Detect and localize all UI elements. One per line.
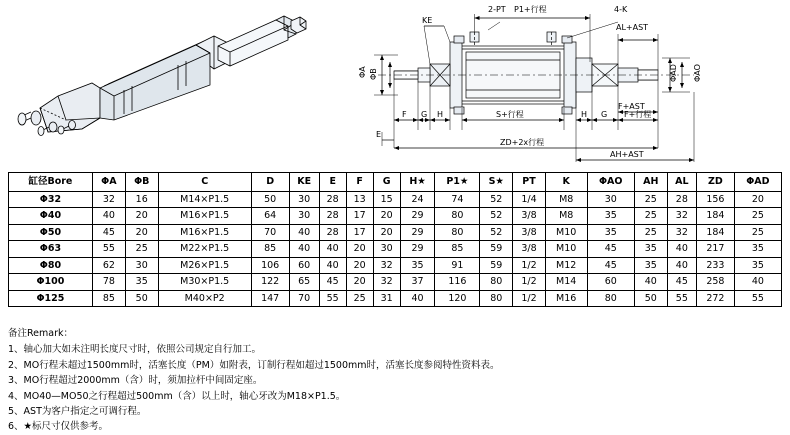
cell: 20 [346,241,373,258]
cell: M26×P1.5 [158,257,251,274]
table-row [9,241,782,258]
th-phi-b: ΦB [125,173,158,192]
cell: M40×P2 [158,290,251,307]
cell: 40 [289,224,319,241]
cell: 45 [587,241,634,258]
cell: 20 [125,224,158,241]
th-pt: PT [513,173,546,192]
remarks-title: 备注Remark： [8,328,74,339]
cell: 55 [319,290,346,307]
label-phi-ao: ΦAO [693,64,702,82]
remark-line-6: 6、★标尺寸仅供参考。 [8,421,109,433]
cell: 50 [251,191,289,208]
cell: 1/2 [513,274,546,291]
th-al: AL [667,173,696,192]
cell: M22×P1.5 [158,241,251,258]
th-c: C [158,173,251,192]
cell: 85 [435,241,480,258]
cell: M30×P1.5 [158,274,251,291]
cell: 40 [734,274,781,291]
label-s-stroke: S+行程 [496,110,524,119]
cell: 258 [697,274,735,291]
cell: 13 [346,191,373,208]
cell: 116 [435,274,480,291]
cell: 32 [667,208,696,225]
cell: 52 [480,224,513,241]
remark-line-4: 4、MO40—MO50之行程超过500mm（含）以上时，轴心牙改为M18×P1.5。 [8,390,346,402]
th-phi-ad: ΦAD [734,173,781,192]
cell: M16×P1.5 [158,224,251,241]
table-header-row [9,173,782,192]
cell-bore: Φ80 [9,257,93,274]
cell: 80 [480,274,513,291]
cell: 70 [289,290,319,307]
cell: 30 [289,191,319,208]
cell: 20 [373,208,400,225]
cell: 30 [373,241,400,258]
cell: 3/8 [513,224,546,241]
cell: 40 [319,241,346,258]
cell: 40 [400,290,435,307]
cell: 30 [587,191,634,208]
cell: 272 [697,290,735,307]
th-zd: ZD [697,173,735,192]
cell: 147 [251,290,289,307]
label-phi-b: ΦB [369,68,378,80]
cell: 106 [251,257,289,274]
cell: 29 [400,241,435,258]
cell: 52 [480,208,513,225]
cell: 32 [373,274,400,291]
cell: 40 [634,274,667,291]
label-zd: ZD+2x行程 [500,138,545,147]
table-row [9,224,782,241]
table-row [9,290,782,307]
th-ke: KE [289,173,319,192]
cell: 1/2 [513,257,546,274]
cell: 64 [251,208,289,225]
cell: 59 [480,257,513,274]
cell: 184 [697,208,735,225]
th-f: F [346,173,373,192]
cell: 30 [125,257,158,274]
cell-bore: Φ100 [9,274,93,291]
cell: 25 [634,208,667,225]
cell: M10 [545,224,587,241]
cell: 15 [373,191,400,208]
label-g-right: G [601,110,608,119]
cell: 122 [251,274,289,291]
cell: 55 [667,290,696,307]
th-phi-a: ΦA [92,173,125,192]
cell-bore: Φ63 [9,241,93,258]
cell: 35 [734,257,781,274]
cell: 50 [125,290,158,307]
cell: 1/4 [513,191,546,208]
cell: 217 [697,241,735,258]
remark-line-3: 3、MO行程超过2000mm（含）时，须加拉杆中间固定座。 [8,375,263,387]
cell: 55 [92,241,125,258]
table-row [9,274,782,291]
cell: 20 [373,224,400,241]
cell: 3/8 [513,208,546,225]
cell: 32 [373,257,400,274]
cell: 25 [346,290,373,307]
cell: 37 [400,274,435,291]
th-g: G [373,173,400,192]
cell: 65 [289,274,319,291]
label-h-left: H [437,110,444,119]
label-g-left: G [421,110,428,119]
cell-bore: Φ32 [9,191,93,208]
cell: M14 [545,274,587,291]
cell: 20 [125,208,158,225]
cell: 17 [346,224,373,241]
cell: 91 [435,257,480,274]
label-f-stroke: F+行程 [624,110,652,119]
cell: 28 [319,191,346,208]
cell: 25 [634,224,667,241]
label-f-left: F [402,110,407,119]
cell: 31 [373,290,400,307]
cell: 40 [319,257,346,274]
cell: 80 [435,208,480,225]
th-k: K [545,173,587,192]
cell: 45 [92,224,125,241]
cell: 17 [346,208,373,225]
cell: 32 [667,224,696,241]
th-phi-ao: ΦAO [587,173,634,192]
cell: 52 [480,191,513,208]
cell: 80 [435,224,480,241]
remark-line-1: 1、轴心加大如未注明长度尺寸时，依照公司规定自行加工。 [8,344,262,356]
cell: 35 [400,257,435,274]
label-2-pt: 2-PT [488,5,506,14]
cell: 85 [251,241,289,258]
cell: 35 [125,274,158,291]
specification-table-wrapper [8,172,782,307]
cell: 20 [734,191,781,208]
cell: M8 [545,208,587,225]
label-e: E [376,130,382,139]
cell-bore: Φ50 [9,224,93,241]
cell: 40 [92,208,125,225]
th-d: D [251,173,289,192]
cell: 40 [667,241,696,258]
cell: 45 [319,274,346,291]
cell: 35 [734,241,781,258]
label-ke: KE [422,16,433,25]
cell: 59 [480,241,513,258]
th-e: E [319,173,346,192]
cell: M12 [545,257,587,274]
cell: 1/2 [513,290,546,307]
cell: 40 [667,257,696,274]
remark-line-5: 5、AST为客户指定之可调行程。 [8,405,147,417]
specification-table [8,172,782,307]
cell: 30 [289,208,319,225]
cylinder-dimension-view [318,0,790,170]
label-f-ast: F+AST [618,102,645,111]
cell: 120 [435,290,480,307]
cell: 74 [435,191,480,208]
cell: M8 [545,191,587,208]
cell: 29 [400,224,435,241]
cell-bore: Φ40 [9,208,93,225]
cell: M14×P1.5 [158,191,251,208]
table-row [9,191,782,208]
cell: 25 [125,241,158,258]
cell: 25 [634,191,667,208]
table-row [9,208,782,225]
cell: 156 [697,191,735,208]
label-phi-ad: ΦAD [669,64,678,82]
cell: M16×P1.5 [158,208,251,225]
cell: 25 [734,224,781,241]
cell: 20 [346,274,373,291]
cell: 40 [289,241,319,258]
cell: 60 [587,274,634,291]
cell: 16 [125,191,158,208]
remark-line-2: 2、MO行程未超过1500mm时，活塞长度（PM）如附表，订制行程如超过1500mm时，活塞长度参阅特性资料表。 [8,359,500,371]
cell: 55 [734,290,781,307]
table-row [9,257,782,274]
cell: 45 [587,257,634,274]
cell: 45 [667,274,696,291]
th-ah: AH [634,173,667,192]
label-4-k: 4-K [614,5,628,14]
label-phi-a: ΦA [358,66,367,78]
label-al-ast: AL+AST [616,23,649,32]
cell: 3/8 [513,241,546,258]
cell: 25 [734,208,781,225]
cell: 50 [634,290,667,307]
cell: 35 [587,224,634,241]
label-h-right: H [581,110,588,119]
label-ah-ast: AH+AST [610,150,644,159]
cell: 32 [92,191,125,208]
cell: 85 [92,290,125,307]
cell: 80 [587,290,634,307]
cell: 70 [251,224,289,241]
cell: 20 [346,257,373,274]
th-h: H★ [400,173,435,192]
cell-bore: Φ125 [9,290,93,307]
cell: 29 [400,208,435,225]
cell: M16 [545,290,587,307]
cell: 28 [319,224,346,241]
label-p1-stroke: P1+行程 [514,5,547,14]
cell: 28 [667,191,696,208]
cell: 80 [480,290,513,307]
th-bore: 缸径Bore [9,173,93,192]
cell: 35 [634,241,667,258]
cell: 184 [697,224,735,241]
cell: M10 [545,241,587,258]
cell: 28 [319,208,346,225]
cell: 62 [92,257,125,274]
cell: 35 [634,257,667,274]
cell: 60 [289,257,319,274]
th-s: S★ [480,173,513,192]
technical-drawings [0,0,790,170]
cell: 24 [400,191,435,208]
remarks-block [8,326,768,435]
cell: 35 [587,208,634,225]
cell: 78 [92,274,125,291]
cell: 233 [697,257,735,274]
cylinder-isometric-view [0,0,360,170]
th-p1: P1★ [435,173,480,192]
